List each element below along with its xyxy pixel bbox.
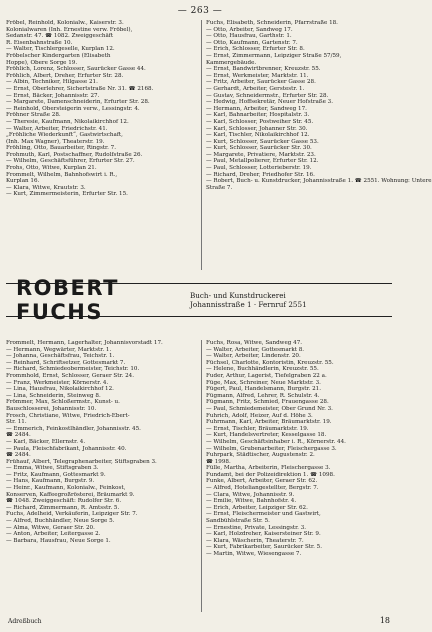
directory-entry: Frohmuth, Karl, Postschaffner, Rudolfstraße 26. bbox=[6, 151, 143, 158]
footer-left: Adreßbuch bbox=[8, 618, 42, 625]
top-left-column bbox=[6, 20, 196, 270]
directory-entry: — Martin, Witwe, Wiesengasse 7. bbox=[206, 551, 302, 557]
directory-entry: Füge, Max, Schreiner, Neue Marktstr. 3. bbox=[206, 379, 321, 386]
directory-entry: — Alma, Witwe, Geraer Str. 20. bbox=[6, 524, 95, 531]
directory-entry: — Walter, Arbeiter, Friedrichstr. 41. bbox=[6, 125, 108, 132]
directory-entry: — Kurt, Schlosser, Saurücker Str. 30. bbox=[206, 145, 312, 152]
directory-entry: — Paul, Metallpolierer, Erfurter Str. 12. bbox=[206, 158, 319, 165]
directory-entry: Frömmer, Max, Schloßermstr., Kunst- u. bbox=[6, 399, 120, 406]
directory-entry: Kurplan 16. bbox=[6, 178, 40, 185]
directory-entry: — Emmerich, Feinkostlhändler, Johannisstr. 45. bbox=[6, 425, 141, 432]
bottom-right-column bbox=[201, 340, 394, 612]
directory-entry: Fuchs, Elisabeth, Schneiderin, Pfarrstraße 18. bbox=[206, 20, 338, 26]
directory-entry: Frohs, Otto, Witwe, Kurplan 21. bbox=[6, 165, 97, 172]
directory-entry: — Richard, Schmiedeobermeister, Teichstr. 10. bbox=[6, 366, 140, 373]
directory-entry: Fundamt, bei der Polizeidirektion 1. ☎ 1098. bbox=[206, 471, 335, 478]
directory-entry: Fröbel, Reinhold, Kolonialw., Kaiserstr. 3. bbox=[6, 20, 124, 26]
directory-entry: Hoppe), Obere Sorge 19. bbox=[6, 59, 78, 66]
ad-line-2: Johannisstraße 1 · Fernruf 2551 bbox=[190, 300, 307, 309]
directory-entry: — Emma, Witwe, Stiftsgraben 3. bbox=[6, 465, 99, 472]
directory-entry: ☎ 1048. Zweiggeschäft: Rudolfer Str. 6. bbox=[6, 498, 122, 505]
directory-entry: — Otto, Kaufmann, Gartenstr. 7. bbox=[206, 39, 298, 46]
directory-entry: — Margarete, Privatiere, Marktstr. 23. bbox=[206, 151, 316, 158]
directory-entry: Fuhrmann, Karl, Arbeiter, Bräumarktstr. 19. bbox=[206, 419, 332, 426]
directory-entry: — Ernst, Zimmermann, Leipziger Straße 57/59, bbox=[206, 52, 342, 59]
directory-entry: — Walter, Arbeiter, Gottesmarkt 8. bbox=[206, 346, 305, 353]
directory-entry: R. Eisenbahnstraße 10. bbox=[6, 39, 73, 46]
directory-entry: — Robert, Buch- u. Kunstdrucker, Johannisstraße 1. ☎ 2551. Wohnung: Untere bbox=[206, 178, 432, 185]
directory-entry: Sedanstr. 47. ☎ 1082. Zweiggeschäft bbox=[6, 33, 114, 40]
directory-entry: Fröbelscher Kindergarten (Elisabeth bbox=[6, 52, 111, 59]
directory-entry: Sandbühlstraße Str. 5. bbox=[206, 518, 270, 525]
directory-entry: — Karl, Bahnarbeiter, Hospitalstr. 3. bbox=[206, 112, 310, 119]
directory-entry: — Ernst, Werkmeister, Marktstr. 11. bbox=[206, 72, 309, 79]
directory-entry: — Fritz, Arbeiter, Saurücker Gasse 28. bbox=[206, 79, 316, 86]
directory-entry: Fröhlich, Lorenz, Schlosser, Saurücker Gasse 44. bbox=[6, 66, 146, 73]
directory-entry: Frühauf, Albert, Telegraphenarbeiter, Stiftsgraben 3. bbox=[6, 458, 157, 465]
directory-entry: — Barbara, Hausfrau, Neue Sorge 1. bbox=[6, 537, 111, 544]
directory-entry: — Walter, Tischlergeselle, Kurplan 12. bbox=[6, 46, 115, 53]
directory-entry: — Klara, Witwe, Krautstr. 3. bbox=[6, 184, 86, 191]
directory-entry: — Karl, Schlosser, Johanner Str. 30. bbox=[206, 125, 308, 132]
directory-entry: Fröhner Straße 28. bbox=[6, 112, 61, 119]
directory-entry: — Wilhelm, Geschäftsinhaber i. R., Körnerstr. 44. bbox=[206, 438, 346, 445]
directory-entry: — Alfred, Buchhändler, Neue Sorge 5. bbox=[6, 518, 115, 525]
ad-company-name: ROBERT FUCHS bbox=[16, 276, 119, 324]
directory-entry: Fröhlich, Albert, Dreher, Erfurter Str. 28. bbox=[6, 72, 124, 79]
bottom-columns bbox=[6, 340, 394, 612]
directory-entry: Konserven, Kaffeegroßrösterei, Bräumarkt 9. bbox=[6, 491, 135, 498]
directory-entry: — Karl, Tischler, Nikolaikirchhof 12. bbox=[206, 132, 310, 139]
directory-entry: — Lina, Hausfrau, Nikolaikirchhof 12. bbox=[6, 386, 114, 393]
directory-entry: — Kurt, Handelsvertreter, Kesselgasse 18. bbox=[206, 432, 327, 439]
directory-entry: Fügmann, Alfred, Lehrer, R. Schulstr. 4. bbox=[206, 392, 320, 399]
ad-info bbox=[184, 291, 307, 309]
directory-entry: — Ernst, Tischler, Bräumarktstr. 19. bbox=[206, 425, 309, 432]
directory-entry: Fuchs, Adelheid, Verkäuferin, Leipziger Str. 7. bbox=[6, 511, 138, 518]
directory-entry: — Kurt, Schlosser, Saurücker Gasse 53. bbox=[206, 138, 319, 145]
directory-entry: — Johanna, Geschäftsfrau, Teichstr. 1. bbox=[6, 353, 115, 360]
directory-entry: — Ernestine, Private, Lessingstr. 3. bbox=[206, 524, 307, 531]
ad-line-1: Buch- und Kunstdruckerei bbox=[190, 291, 286, 300]
directory-entry: — Albin, Techniker, Hilgasse 21. bbox=[6, 79, 98, 86]
directory-entry: (Inh. Max Wagner), Theaterstr. 19. bbox=[6, 138, 105, 145]
directory-entry: — Karl, Schlosser, Postweiher Str. 45. bbox=[206, 118, 314, 125]
directory-entry: — Lina, Schneiderin, Steinweg 8. bbox=[6, 392, 101, 399]
directory-entry: — Ernst, Bäcker, Johannisstr. 27. bbox=[6, 92, 100, 99]
directory-entry: Kolonialwaren (Inh. Ernestine verw. Fröbel), bbox=[6, 26, 133, 33]
directory-entry: Fröhling, Otto, Bauarbeiter, Ringstr. 7. bbox=[6, 145, 117, 152]
directory-entry: — Helene, Buchhändlerin, Kreuzstr. 55. bbox=[206, 366, 319, 373]
directory-entry: — Ernst, Oberlehrer, Sichertstraße Nr. 31. ☎ 2168. bbox=[6, 85, 154, 92]
directory-entry: — Ernst, Fleischermeister und Gastwirt, bbox=[206, 511, 321, 518]
directory-entry: — Clara, Witwe, Johannisstr. 9. bbox=[206, 491, 295, 498]
directory-entry: — Hermann, Wegwärter, Marktstr. 1. bbox=[6, 346, 112, 353]
directory-entry: — Richard, Dreher, Friedhofer Str. 16. bbox=[206, 171, 315, 178]
directory-entry: ☎ 1998. bbox=[206, 458, 231, 465]
directory-entry: — Fritz, Kaufmann, Gottesmarkt 9. bbox=[6, 471, 106, 478]
directory-entry: — Erich, Arbeiter, Leipziger Str. 62. bbox=[206, 504, 308, 511]
directory-entry: Fügert, Paul, Handelsmann, Burgstr. 21. bbox=[206, 386, 322, 393]
directory-entry: Frommelt, Wilhelm, Bahnhofswirt i. R., bbox=[6, 171, 118, 178]
directory-entry: — Theresie, Kaufmann, Nikolaikirchhof 12. bbox=[6, 118, 129, 125]
directory-entry: — Kurt, Fabrikarbeiter, Saurücker Str. 5. bbox=[206, 544, 323, 551]
directory-entry: — Reinhold, Obersteigerin verw., Lessingstr. 4. bbox=[6, 105, 140, 112]
directory-entry: Straße 7. bbox=[206, 184, 233, 191]
directory-entry: — Margarete, Damenschneiderin, Erfurter Str. 28. bbox=[6, 99, 150, 106]
directory-entry: — Otto, Hausfrau, Garthstr. 1. bbox=[206, 33, 292, 40]
directory-entry: — Kurt, Zimmermeisterin, Erfurter Str. 15. bbox=[6, 191, 128, 198]
directory-entry: — Anton, Arbeiter, Leitergasse 2. bbox=[6, 531, 101, 538]
directory-entry: — Hans, Kaufmann, Burgstr. 9. bbox=[6, 478, 95, 485]
directory-entry: Fuder, Arthur, Lagerist, Tiefelgraben 22 a. bbox=[206, 372, 327, 379]
directory-entry: — Gustav, Schneidermstr., Erfurter Str. 28. bbox=[206, 92, 329, 99]
directory-entry: — Richard, Zimmermann, R. Amtsstr. 5. bbox=[6, 504, 120, 511]
directory-entry: Fügmann, Fritz, Schmied, Frauengasse 28. bbox=[206, 399, 329, 406]
directory-entry: — Karl, Holzdreher, Kaisersteiner Str. 9. bbox=[206, 531, 321, 538]
directory-entry: Str. 11. bbox=[6, 419, 27, 426]
directory-entry: — Gerhardt, Arbeiter, Gerstestr. 1. bbox=[206, 85, 305, 92]
directory-entry: Kammergebäude. bbox=[206, 59, 257, 66]
directory-entry: — Hermann, Arbeiter, Sandweg 17. bbox=[206, 105, 307, 112]
directory-entry: — Wilhelm, Grubenarbeiter, Fleischergasse 3. bbox=[206, 445, 337, 452]
directory-entry: — Franz, Werkmeister, Körnerstr. 4. bbox=[6, 379, 109, 386]
directory-entry: — Erich, Schlosser, Erfurter Str. 8. bbox=[206, 46, 305, 53]
advertisement-banner bbox=[6, 276, 392, 324]
directory-entry: — Paul, Schlosser, Lotterieberstr. 19. bbox=[206, 165, 312, 172]
directory-entry: — Hedwig, Hoffsekretär, Neuer Hofstraße 3. bbox=[206, 99, 334, 106]
directory-entry: ☎ 2484. bbox=[6, 432, 31, 439]
directory-entry: Frommhold, Ernst, Schlosser, Geraer Str. 24. bbox=[6, 372, 134, 379]
directory-entry: — Heinr., Kaufmann, Kolonialw., Feinkost, bbox=[6, 485, 126, 492]
directory-entry: Frommelt, Hermann, Lagerhalter, Johannisvorstadt 17. bbox=[6, 340, 163, 346]
directory-entry: Fuhrich, Adolf, Heizer, Auf d. Höhe 3. bbox=[206, 412, 313, 419]
directory-entry: — Paula, Fleischfabrikant, Johannisstr. 40. bbox=[6, 445, 127, 452]
directory-entry: — Reinhard, Schriftsetzer, Gottesmarkt 7. bbox=[6, 359, 126, 366]
directory-entry: Fuchs, Rosa, Witwe, Sandweg 47. bbox=[206, 340, 303, 346]
directory-entry: — Walter, Arbeiter, Lindenstr. 20. bbox=[206, 353, 301, 360]
directory-entry: Funke, Albert, Arbeiter, Geraer Str. 62. bbox=[206, 478, 318, 485]
directory-entry: „Fröhliche Wiederkunft“, Gastwirtschaft, bbox=[6, 132, 123, 139]
directory-entry: — Emilie, Witwe, Bahnhofstr. 4. bbox=[206, 498, 297, 505]
directory-entry: Fuhrpark, Städtischer, Augustenstr. 2. bbox=[206, 452, 315, 459]
page-number: — 263 — bbox=[177, 6, 223, 16]
directory-entry: — Otto, Arbeiter, Sandweg 17. bbox=[206, 26, 293, 33]
directory-entry: Frosch, Christiane, Witwe, Friedrich-Ebert- bbox=[6, 412, 130, 419]
top-columns bbox=[6, 20, 432, 270]
directory-entry: ☎ 2484. bbox=[6, 452, 31, 459]
directory-entry: — Paul, Schmiedemeister, Ober Grund Nr. 3. bbox=[206, 405, 333, 412]
top-right-column bbox=[201, 20, 432, 270]
directory-entry: — Alfred, Hoteliangestellter, Bergstr. 7. bbox=[206, 485, 319, 492]
directory-entry: — Ernst, Bandwirtbrenner, Kreuzstr. 55. bbox=[206, 66, 321, 73]
footer-page-number: 18 bbox=[379, 616, 390, 625]
directory-entry: — Karl, Bäcker, Ellernstr. 4. bbox=[6, 438, 86, 445]
directory-entry: Bauschlosserei, Johannisstr. 10. bbox=[6, 405, 97, 412]
directory-entry: — Wilhelm, Geschäftsführer, Erfurter Str. 27. bbox=[6, 158, 135, 165]
directory-entry: Fülle, Martha, Arbeiterin, Fleischergasse 3. bbox=[206, 465, 331, 472]
bottom-left-column bbox=[6, 340, 196, 612]
directory-entry: — Klara, Wäscherin, Theaterstr. 7. bbox=[206, 537, 304, 544]
directory-entry: Füchsel, Charlotte, Kontoristin, Kreuzstr. 55. bbox=[206, 359, 334, 366]
